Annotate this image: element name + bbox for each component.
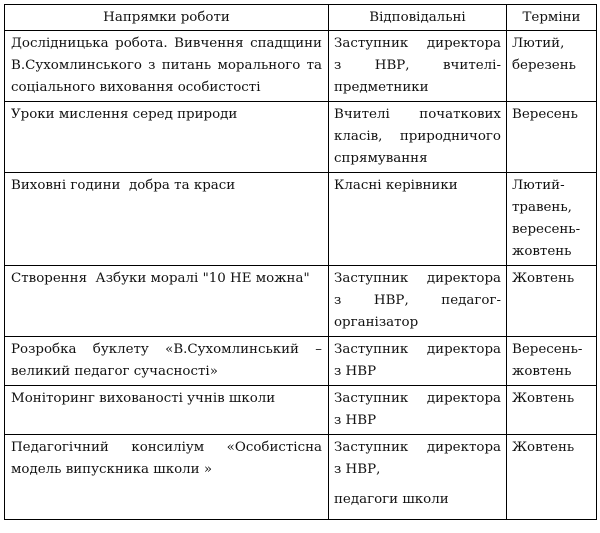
cell-terms bbox=[507, 386, 597, 435]
cell-text: з НВР, педагог- bbox=[334, 293, 501, 308]
cell-responsible bbox=[329, 337, 507, 386]
table-row bbox=[5, 266, 597, 337]
table-row bbox=[5, 31, 597, 102]
cell-text: з НВР bbox=[334, 413, 377, 428]
header-responsible: Відповідальні bbox=[329, 5, 507, 31]
cell-direction bbox=[5, 337, 329, 386]
cell-text: Заступник директора bbox=[334, 391, 501, 406]
cell-text: предметники bbox=[334, 80, 429, 95]
cell-text: В.Сухомлинського з питань морального та bbox=[11, 58, 322, 73]
cell-text: класів, природничого bbox=[334, 129, 501, 144]
table-row bbox=[5, 173, 597, 266]
cell-terms bbox=[507, 102, 597, 173]
cell-text: Заступник директора bbox=[334, 342, 501, 357]
table-row bbox=[5, 435, 597, 520]
cell-terms bbox=[507, 266, 597, 337]
cell-responsible bbox=[329, 266, 507, 337]
cell-text: вересень- bbox=[512, 222, 581, 237]
cell-text: жовтень bbox=[512, 244, 572, 259]
cell-direction bbox=[5, 173, 329, 266]
cell-terms bbox=[507, 31, 597, 102]
table-row bbox=[5, 102, 597, 173]
cell-text: Класні керівники bbox=[334, 178, 458, 193]
cell-responsible bbox=[329, 31, 507, 102]
cell-text: березень bbox=[512, 58, 576, 73]
cell-text: Жовтень bbox=[512, 440, 575, 455]
cell-text: Жовтень bbox=[512, 391, 575, 406]
cell-text: травень, bbox=[512, 200, 572, 215]
cell-text: модель випускника школи » bbox=[11, 462, 213, 477]
line-gap bbox=[334, 481, 501, 489]
table-row bbox=[5, 386, 597, 435]
cell-text: Виховні години добра та краси bbox=[11, 178, 236, 193]
cell-responsible bbox=[329, 173, 507, 266]
cell-direction bbox=[5, 386, 329, 435]
cell-terms bbox=[507, 435, 597, 520]
cell-text: Педагогічний консиліум «Особистісна bbox=[11, 440, 322, 455]
cell-text: з НВР, вчителі- bbox=[334, 58, 501, 73]
header-row bbox=[5, 5, 597, 31]
cell-text: Вересень bbox=[512, 107, 578, 122]
cell-direction bbox=[5, 435, 329, 520]
cell-text: великий педагог сучасності» bbox=[11, 364, 218, 379]
cell-text: з НВР, bbox=[334, 462, 381, 477]
cell-text: Лютий- bbox=[512, 178, 565, 193]
cell-responsible bbox=[329, 102, 507, 173]
cell-text: Вчителі початкових bbox=[334, 107, 501, 122]
header-terms: Терміни bbox=[507, 5, 597, 31]
cell-direction bbox=[5, 266, 329, 337]
cell-text: педагоги школи bbox=[334, 492, 449, 507]
cell-text: Заступник директора bbox=[334, 36, 501, 51]
table-row bbox=[5, 337, 597, 386]
header-directions: Напрямки роботи bbox=[5, 5, 329, 31]
document-page bbox=[4, 4, 597, 520]
cell-text: соціального виховання особистості bbox=[11, 80, 261, 95]
work-plan-table bbox=[4, 4, 597, 520]
cell-text: Дослідницька робота. Вивчення спадщини bbox=[11, 36, 322, 51]
cell-terms bbox=[507, 337, 597, 386]
cell-text: Заступник директора bbox=[334, 440, 501, 455]
cell-text: Уроки мислення серед природи bbox=[11, 107, 238, 122]
cell-text: Розробка буклету «В.Сухомлинський – bbox=[11, 342, 322, 357]
cell-text: Вересень- bbox=[512, 342, 583, 357]
cell-text: організатор bbox=[334, 315, 419, 330]
cell-text: Створення Азбуки моралі "10 НЕ можна" bbox=[11, 271, 310, 286]
cell-text: Заступник директора bbox=[334, 271, 501, 286]
cell-text: Моніторинг вихованості учнів школи bbox=[11, 391, 276, 406]
cell-text: Лютий, bbox=[512, 36, 565, 51]
cell-responsible bbox=[329, 386, 507, 435]
cell-text: Жовтень bbox=[512, 271, 575, 286]
cell-direction bbox=[5, 102, 329, 173]
cell-text: з НВР bbox=[334, 364, 377, 379]
cell-text: спрямування bbox=[334, 151, 428, 166]
cell-responsible bbox=[329, 435, 507, 520]
cell-text: жовтень bbox=[512, 364, 572, 379]
cell-direction bbox=[5, 31, 329, 102]
cell-terms bbox=[507, 173, 597, 266]
